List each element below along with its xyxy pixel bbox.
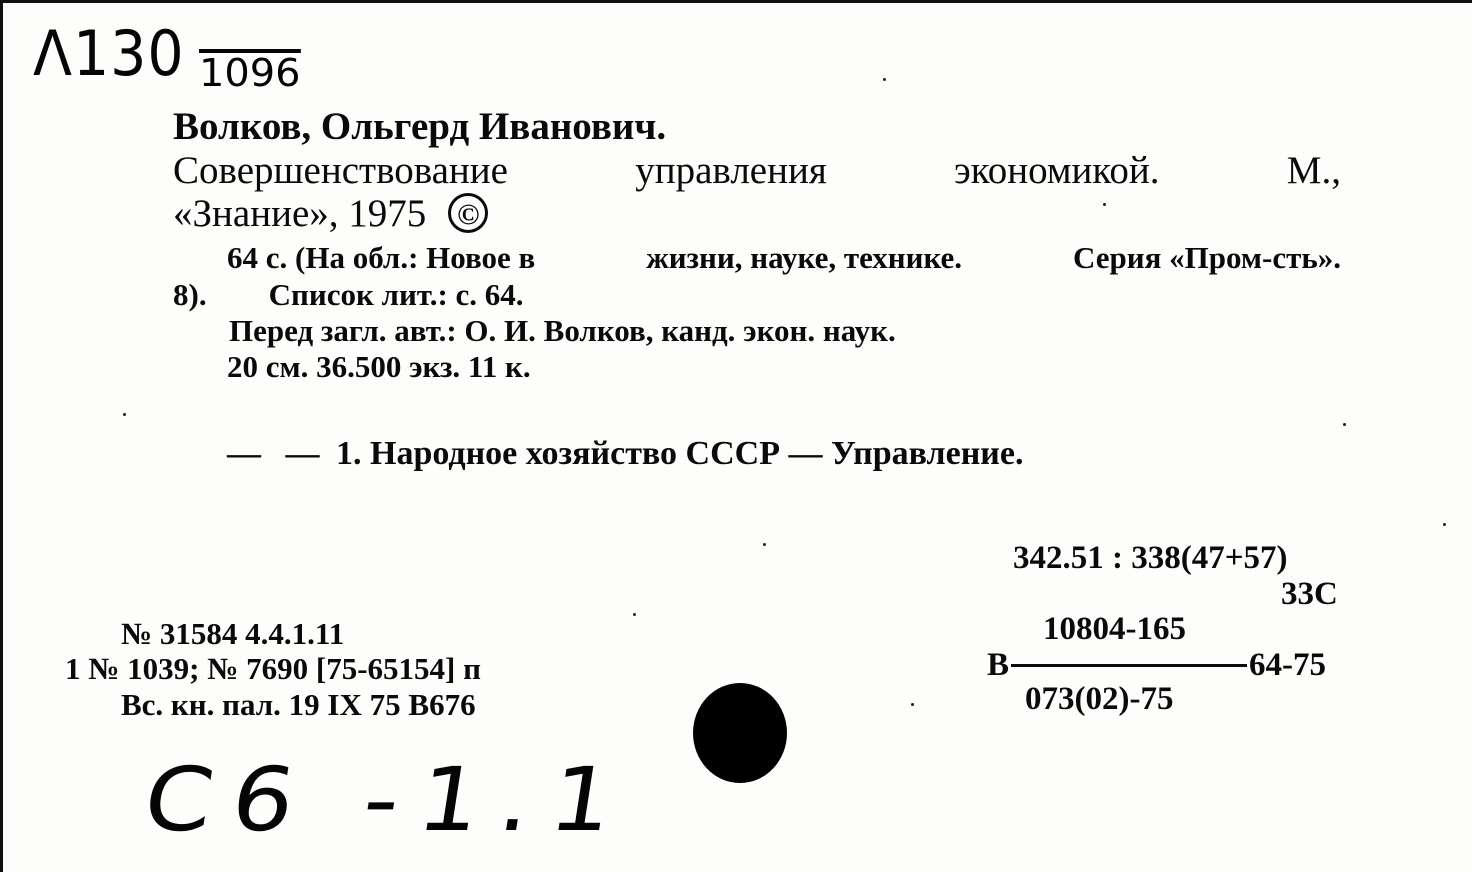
- print-number-3: Вс. кн. пал. 19 IX 75 В676: [121, 687, 476, 722]
- price-code-prefix: В: [987, 647, 1010, 683]
- physical-description: 20 см. 36.500 экз. 11 к.: [227, 349, 531, 384]
- title-word: управления: [635, 149, 827, 192]
- series-number: 8).: [173, 277, 207, 312]
- speck: [1103, 203, 1106, 206]
- speck: [633, 613, 636, 616]
- speck: [911, 703, 914, 706]
- price-code-bottom: 073(02)-75: [1025, 681, 1174, 717]
- author-note: Перед загл. авт.: О. И. Волков, канд. экон. наук.: [229, 313, 896, 348]
- title-word: Совершенствование: [173, 149, 508, 192]
- speck: [123, 413, 126, 416]
- publisher-line: [173, 191, 488, 236]
- speck: [1343, 423, 1346, 426]
- description-fragment: 64 с. (На обл.: Новое в: [227, 240, 536, 275]
- price-code-suffix: 64-75: [1249, 647, 1327, 683]
- speck: [763, 543, 766, 546]
- subject-heading-line: [227, 435, 1023, 473]
- title-word: экономикой.: [954, 149, 1160, 192]
- author-heading: Волков, Ольгерд Иванович.: [173, 105, 667, 148]
- price-code-top: 10804-165: [1043, 611, 1186, 647]
- title-line: [173, 148, 1341, 193]
- inventory-number-handwritten: Λ130: [33, 17, 185, 90]
- punch-hole: [693, 683, 787, 783]
- fraction-rule: [1011, 664, 1247, 667]
- print-number-2: 1 № 1039; № 7690 [75-65154] п: [65, 651, 481, 686]
- bibliography-note: Список лит.: с. 64.: [268, 277, 524, 312]
- speck: [1443, 523, 1446, 526]
- title-word: М.,: [1286, 149, 1341, 192]
- description-fragment: жизни, науке, технике.: [646, 240, 963, 275]
- description-line-1: [227, 240, 1341, 276]
- udc-index: 342.51 : 338(47+57): [1013, 540, 1288, 576]
- price-code-middle: [987, 647, 1326, 684]
- publisher-text: «Знание», 1975: [173, 192, 427, 235]
- speck: [883, 78, 886, 81]
- subject-dashes: — —: [227, 435, 328, 472]
- copyright-icon: ©: [448, 193, 488, 233]
- subject-heading: 1. Народное хозяйство СССР — Управление.: [336, 435, 1024, 472]
- inventory-subnumber-handwritten: 1096: [199, 51, 301, 95]
- shelf-mark-handwritten: С6 -1.1: [137, 748, 641, 851]
- description-line-2: [173, 277, 524, 313]
- description-fragment: Серия «Пром-сть».: [1073, 240, 1341, 275]
- print-number-1: № 31584 4.4.1.11: [121, 616, 345, 651]
- bbk-index: 33С: [1281, 576, 1338, 612]
